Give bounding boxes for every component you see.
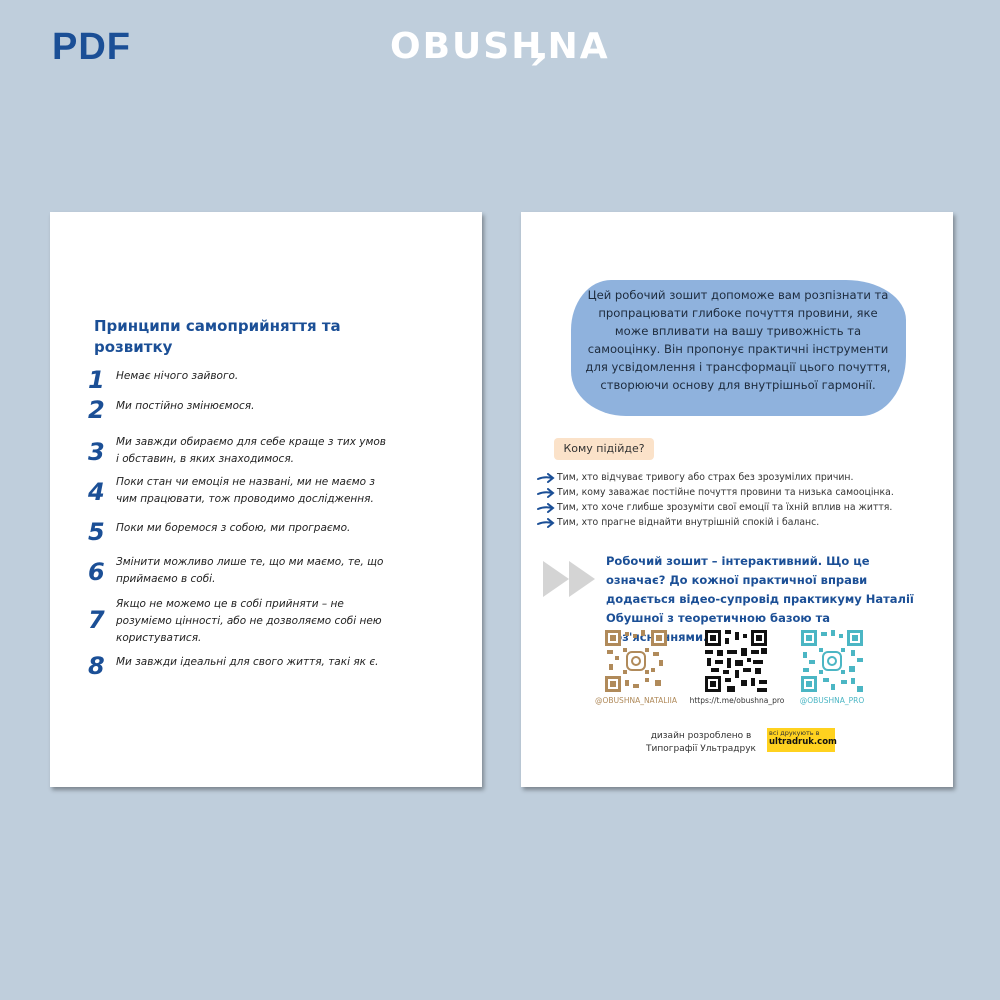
qr-label: @OBUSHNA_NATALIIA	[595, 696, 677, 705]
principle-number: 2	[88, 396, 105, 424]
left-page	[50, 212, 482, 787]
arrow-right-icon	[535, 503, 557, 513]
principle-item	[88, 434, 388, 468]
audience-text: Тим, кому заважає постійне почуття провини та низька самооцінка.	[557, 487, 894, 498]
principle-text: Змінити можливо лише те, що ми маємо, те, що приймаємо в собі.	[116, 556, 384, 585]
audience-item	[535, 517, 935, 528]
audience-text: Тим, хто хоче глибше зрозуміти свої емоції та їхній вплив на життя.	[557, 502, 893, 513]
principle-item	[88, 474, 388, 508]
who-label: Кому підійде?	[554, 438, 654, 460]
principle-text: Поки стан чи емоція не названі, ми не маємо з чим працювати, тож проводимо дослідження.	[116, 476, 375, 505]
principle-number: 4	[88, 478, 105, 506]
principle-item	[88, 368, 388, 392]
right-page	[521, 212, 953, 787]
principle-text: Ми завжди ідеальні для свого життя, такі як є.	[116, 656, 379, 668]
fast-forward-icon	[541, 558, 601, 600]
qr-code-instagram-nataliia	[605, 630, 667, 692]
principle-item	[88, 596, 388, 647]
audience-item	[535, 487, 935, 498]
qr-code-telegram	[705, 630, 767, 692]
principle-item	[88, 398, 388, 422]
audience-text: Тим, хто прагне віднайти внутрішній спокій і баланс.	[557, 517, 820, 528]
principle-text: Немає нічого зайвого.	[116, 370, 239, 382]
print-badge-url: ultradruk.com	[769, 737, 837, 747]
arrow-right-icon	[535, 518, 557, 528]
principle-number: 3	[88, 438, 105, 466]
principle-item	[88, 554, 388, 588]
principle-text: Якщо не можемо це в собі прийняти – не розуміємо цінності, або не дозволяємо собі нею користуватися.	[116, 598, 382, 644]
brand-logo: OBUSӉNA	[390, 26, 610, 67]
audience-item	[535, 472, 935, 483]
principle-text: Ми завжди обираємо для себе краще з тих умов і обставин, в яких знаходимося.	[116, 436, 386, 465]
qr-code-instagram-pro	[801, 630, 863, 692]
audience-text: Тим, хто відчуває тривогу або страх без зрозумілих причин.	[557, 472, 854, 483]
print-badge-small: всі друкують в	[769, 729, 820, 737]
principle-number: 5	[88, 518, 105, 546]
principle-item	[88, 520, 388, 544]
principle-number: 6	[88, 558, 105, 586]
principle-number: 1	[88, 366, 105, 394]
audience-item	[535, 502, 935, 513]
principle-text: Поки ми боремося з собою, ми програємо.	[116, 522, 351, 534]
arrow-right-icon	[535, 473, 557, 483]
design-credit: дизайн розроблено в Типографії Ультрадрук	[646, 731, 756, 754]
principles-title: Принципи самоприйняття та розвитку	[94, 317, 341, 356]
principle-text: Ми постійно змінюємося.	[116, 400, 255, 412]
print-badge	[767, 728, 835, 752]
intro-text: Цей робочий зошит допоможе вам розпізнати та пропрацювати глибоке почуття провини, яке може впливати на вашу тривожність та самооцінку. Він пропонує практичні інструменти для усвідомлення і трансформації цього почуття, створюючи основу для внутрішньої гармонії.	[585, 288, 891, 392]
principle-item	[88, 654, 388, 678]
principle-number: 8	[88, 652, 105, 680]
pdf-label: PDF	[52, 26, 131, 68]
qr-label: https://t.me/obushna_pro	[689, 696, 785, 705]
qr-label: @OBUSHNA_PRO	[799, 696, 865, 705]
arrow-right-icon	[535, 488, 557, 498]
interactive-description: Робочий зошит – інтерактивний. Що це означає? До кожної практичної вправи додається відео-супровід практикуму Наталії Обушної з теоретичною базою та	[606, 554, 914, 625]
principle-number: 7	[88, 606, 105, 634]
